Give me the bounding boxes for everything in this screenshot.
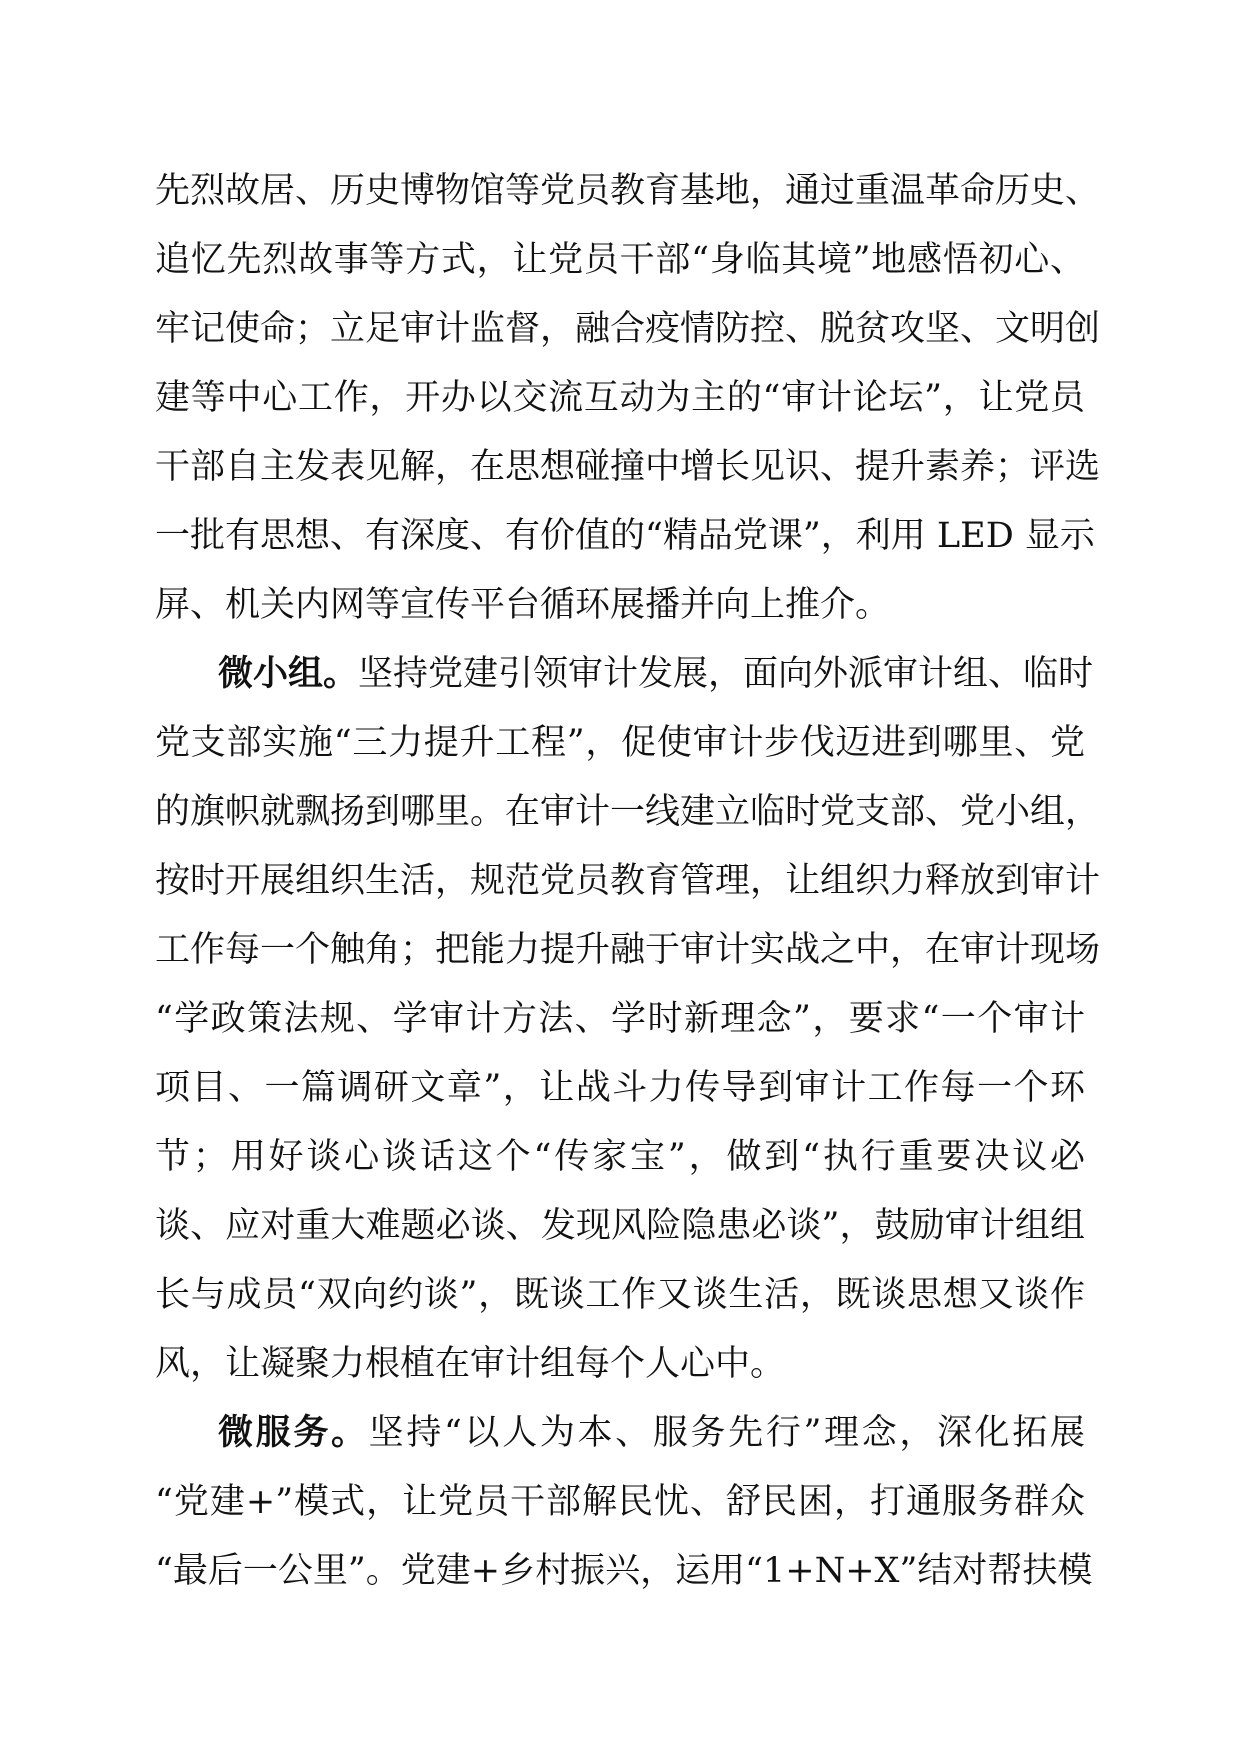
paragraph-2-line-10: 长与成员“双向约谈”，既谈工作又谈生活，既谈思想又谈作 bbox=[155, 1275, 1085, 1315]
paragraph-3-lead: 微服务。 bbox=[218, 1413, 369, 1453]
paragraph-1-line-4: 建等中心工作，开办以交流互动为主的“审计论坛”，让党员 bbox=[155, 378, 1085, 418]
paragraph-2-line-1 bbox=[218, 640, 1094, 709]
paragraph-1-line-7: 屏、机关内网等宣传平台循环展播并向上推介。 bbox=[155, 585, 891, 625]
paragraph-2-lead: 微小组。 bbox=[218, 654, 359, 694]
paragraph-1-line-5: 干部自主发表见解，在思想碰撞中增长见识、提升素养；评选 bbox=[155, 447, 1101, 487]
paragraph-3-line-1-text: 坚持“以人为本、服务先行”理念，深化拓展 bbox=[368, 1413, 1085, 1453]
paragraph-2-line-11: 风，让凝聚力根植在审计组每个人心中。 bbox=[155, 1344, 786, 1384]
paragraph-1-line-2: 追忆先烈故事等方式，让党员干部“身临其境”地感悟初心、 bbox=[155, 240, 1085, 280]
paragraph-1-line-6: 一批有思想、有深度、有价值的“精品党课”，利用 LED 显示 bbox=[155, 516, 1095, 556]
paragraph-2-line-7: 项目、一篇调研文章”，让战斗力传导到审计工作每一个环 bbox=[155, 1068, 1085, 1108]
paragraph-2-line-8: 节；用好谈心谈话这个“传家宝”，做到“执行重要决议必 bbox=[155, 1137, 1085, 1177]
paragraph-2-line-5: 工作每一个触角；把能力提升融于审计实战之中，在审计现场 bbox=[155, 930, 1101, 970]
paragraph-2-line-3: 的旗帜就飘扬到哪里。在审计一线建立临时党支部、党小组， bbox=[155, 792, 1101, 832]
paragraph-2-line-6: “学政策法规、学审计方法、学时新理念”，要求“一个审计 bbox=[155, 999, 1085, 1039]
paragraph-3-line-1 bbox=[218, 1399, 1085, 1468]
paragraph-1-line-3: 牢记使命；立足审计监督，融合疫情防控、脱贫攻坚、文明创 bbox=[155, 309, 1101, 349]
paragraph-2-line-4: 按时开展组织生活，规范党员教育管理，让组织力释放到审计 bbox=[155, 861, 1101, 901]
paragraph-2-line-9: 谈、应对重大难题必谈、发现风险隐患必谈”，鼓励审计组组 bbox=[155, 1206, 1085, 1246]
paragraph-3-line-2: “党建+”模式，让党员干部解民忧、舒民困，打通服务群众 bbox=[155, 1482, 1085, 1522]
paragraph-2-line-1-text: 坚持党建引领审计发展，面向外派审计组、临时 bbox=[358, 654, 1094, 694]
paragraph-3-line-3: “最后一公里”。党建+乡村振兴，运用“1+N+X”结对帮扶模 bbox=[155, 1551, 1093, 1591]
paragraph-1-line-1: 先烈故居、历史博物馆等党员教育基地，通过重温革命历史、 bbox=[155, 171, 1101, 211]
paragraph-2-line-2: 党支部实施“三力提升工程”，促使审计步伐迈进到哪里、党 bbox=[155, 723, 1085, 763]
